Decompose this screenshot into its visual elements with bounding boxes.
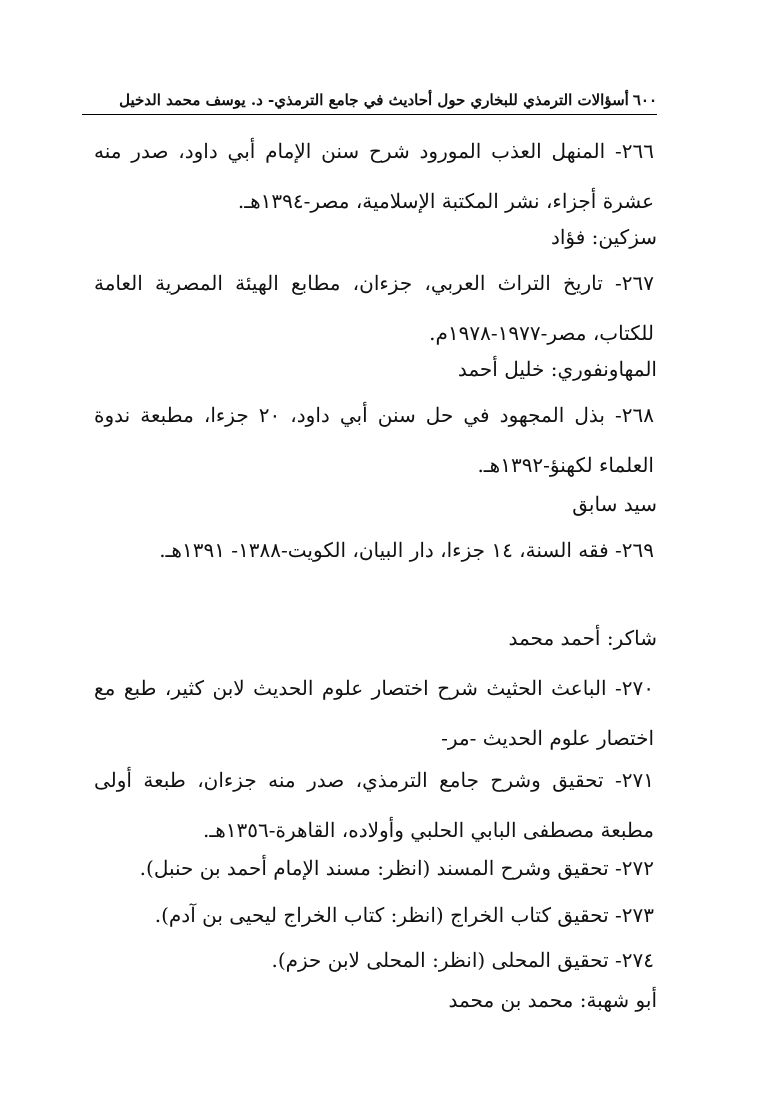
page-number: ٦٠٠ bbox=[632, 91, 657, 109]
bibliography-entry-274: ٢٧٤- تحقيق المحلى (انظر: المحلى لابن حزم). bbox=[271, 948, 654, 972]
bibliography-entry-268: ٢٦٨- بذل المجهود في حل سنن أبي داود، ٢٠ جزءا، مطبعة ندوة العلماء لكهنؤ-١٣٩٢هـ. bbox=[94, 403, 654, 477]
bibliography-entry-269: ٢٦٩- فقه السنة، ١٤ جزءا، دار البيان، الكويت-١٣٨٨- ١٣٩١هـ. bbox=[159, 538, 654, 562]
running-title: أسؤالات الترمذي للبخاري حول أحاديث في جامع الترمذي- د. يوسف محمد الدخيل bbox=[119, 91, 629, 109]
author-name: شاكر: أحمد محمد bbox=[508, 626, 657, 650]
page-header bbox=[82, 88, 657, 115]
bibliography-entry-270: ٢٧٠- الباعث الحثيث شرح اختصار علوم الحديث لابن كثير، طبع مع اختصار علوم الحديث -مر- bbox=[94, 676, 654, 750]
bibliography-entry-266: ٢٦٦- المنهل العذب المورود شرح سنن الإمام أبي داود، صدر منه عشرة أجزاء، نشر المكتبة الإسلامية، مصر-١٣٩٤هـ. bbox=[94, 139, 654, 213]
bibliography-entry-273: ٢٧٣- تحقيق كتاب الخراج (انظر: كتاب الخراج ليحيى بن آدم). bbox=[154, 903, 654, 927]
bibliography-entry-267: ٢٦٧- تاريخ التراث العربي، جزءان، مطابع الهيئة المصرية العامة للكتاب، مصر-١٩٧٧-١٩٧٨م. bbox=[94, 271, 654, 345]
author-name: سزكين: فؤاد bbox=[550, 225, 657, 249]
bibliography-entry-272: ٢٧٢- تحقيق وشرح المسند (انظر: مسند الإمام أحمد بن حنبل). bbox=[139, 856, 654, 880]
author-name: أبو شهبة: محمد بن محمد bbox=[448, 988, 657, 1012]
author-name: سيد سابق bbox=[572, 492, 657, 516]
bibliography-entry-271: ٢٧١- تحقيق وشرح جامع الترمذي، صدر منه جزءان، طبعة أولى مطبعة مصطفى البابي الحلبي وأولاده، القاهرة-١٣٥٦هـ. bbox=[94, 768, 654, 842]
author-name: المهاونفوري: خليل أحمد bbox=[457, 357, 657, 381]
